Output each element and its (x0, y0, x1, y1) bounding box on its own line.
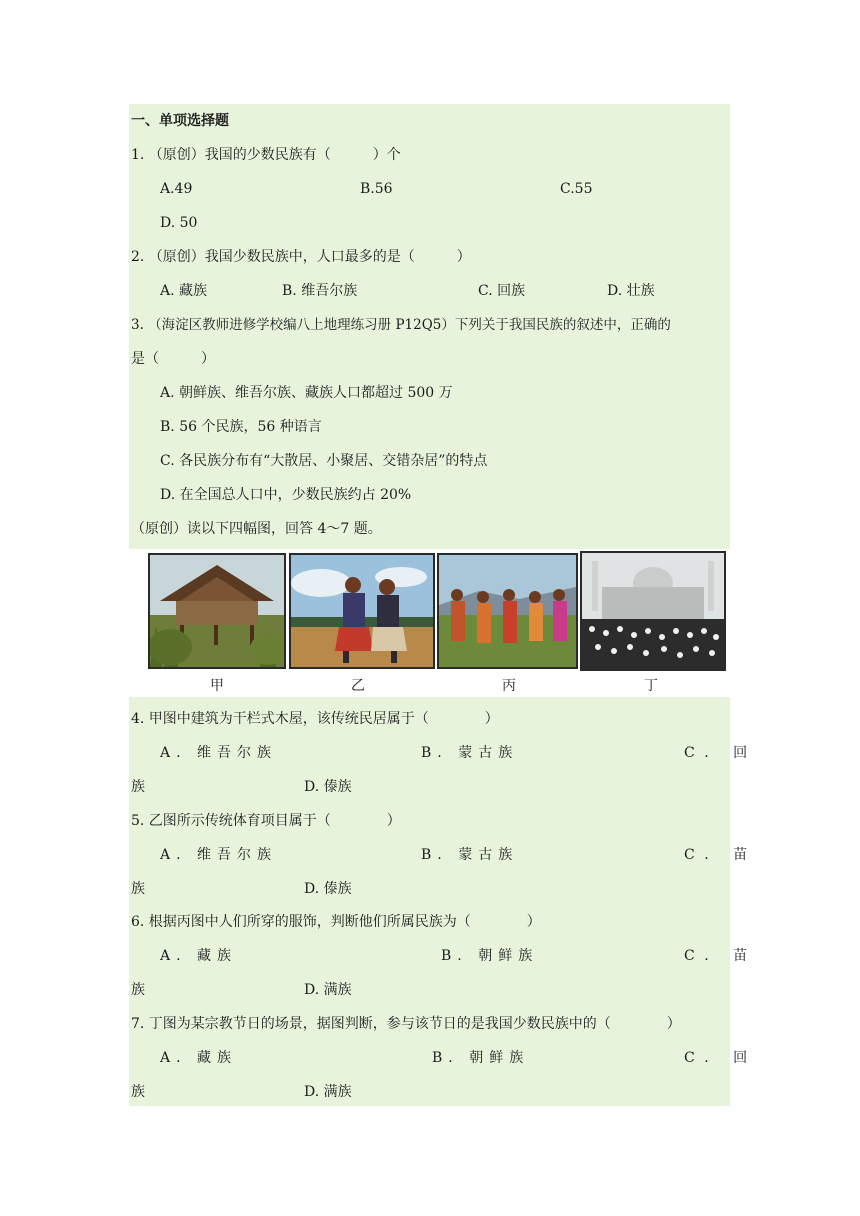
question-4-option-c: C. 回 (684, 745, 758, 761)
question-3-option-c: C. 各民族分布有“大散居、小聚居、交错杂居”的特点 (160, 453, 488, 469)
question-5-option-a: A. 维吾尔族 (160, 847, 278, 863)
question-7-option-b: B. 朝鲜族 (432, 1050, 530, 1066)
question-4-option-d: D. 傣族 (304, 779, 352, 795)
figure-intro: （原创）读以下四幅图，回答 4～7 题。 (131, 521, 382, 537)
question-1-option-d: D. 50 (160, 215, 198, 231)
question-3-stem-line2: 是（ ） (131, 351, 215, 367)
photo-ding-mosque (580, 551, 726, 671)
question-1-option-a: A.49 (160, 181, 193, 197)
question-1-stem: 1. （原创）我国的少数民族有（ ）个 (131, 147, 401, 163)
question-6-option-b: B. 朝鲜族 (441, 948, 539, 964)
question-2-option-c: C. 回族 (478, 283, 526, 299)
question-4-stem: 4. 甲图中建筑为干栏式木屋，该传统民居属于（ ） (131, 711, 499, 727)
question-2-option-d: D. 壮族 (607, 283, 655, 299)
question-7-option-d: D. 满族 (304, 1084, 352, 1100)
caption-jia: 甲 (210, 678, 224, 694)
photo-yi-wrestling (289, 553, 435, 669)
question-4-option-c-cont: 族 (131, 779, 145, 795)
question-4-option-b: B. 蒙古族 (421, 745, 519, 761)
question-7-stem: 7. 丁图为某宗教节日的场景，据图判断，参与该节日的是我国少数民族中的（ ） (131, 1016, 681, 1032)
question-7-option-c: C. 回 (684, 1050, 758, 1066)
photo-strip (148, 553, 726, 693)
caption-yi: 乙 (351, 678, 365, 694)
question-6-stem: 6. 根据丙图中人们所穿的服饰，判断他们所属民族为（ ） (131, 914, 541, 930)
question-3-stem-line1: 3. （海淀区教师进修学校编八上地理练习册 P12Q5）下列关于我国民族的叙述中，正确的 (131, 317, 671, 333)
question-2-stem: 2. （原创）我国少数民族中，人口最多的是（ ） (131, 249, 471, 265)
question-6-option-d: D. 满族 (304, 982, 352, 998)
question-5-stem: 5. 乙图所示传统体育项目属于（ ） (131, 813, 401, 829)
question-7-option-a: A. 藏族 (160, 1050, 238, 1066)
question-5-option-c: C. 苗 (684, 847, 758, 863)
photo-bing-dancers (437, 553, 578, 669)
question-2-option-a: A. 藏族 (160, 283, 208, 299)
question-4-option-a: A. 维吾尔族 (160, 745, 278, 761)
question-6-option-c-cont: 族 (131, 982, 145, 998)
photo-jia-stilt-house (148, 553, 286, 669)
question-1-option-b: B.56 (360, 181, 393, 197)
question-3-option-d: D. 在全国总人口中，少数民族约占 20% (160, 487, 412, 503)
question-3-option-b: B. 56 个民族，56 种语言 (160, 419, 322, 435)
question-5-option-c-cont: 族 (131, 881, 145, 897)
question-2-option-b: B. 维吾尔族 (282, 283, 358, 299)
question-7-option-c-cont: 族 (131, 1084, 145, 1100)
section-title: 一、单项选择题 (131, 113, 229, 129)
question-5-option-b: B. 蒙古族 (421, 847, 519, 863)
question-6-option-a: A. 藏族 (160, 948, 238, 964)
caption-ding: 丁 (644, 678, 658, 694)
question-3-option-a: A. 朝鲜族、维吾尔族、藏族人口都超过 500 万 (160, 385, 453, 401)
question-6-option-c: C. 苗 (684, 948, 758, 964)
question-1-option-c: C.55 (560, 181, 593, 197)
question-5-option-d: D. 傣族 (304, 881, 352, 897)
caption-bing: 丙 (502, 678, 516, 694)
